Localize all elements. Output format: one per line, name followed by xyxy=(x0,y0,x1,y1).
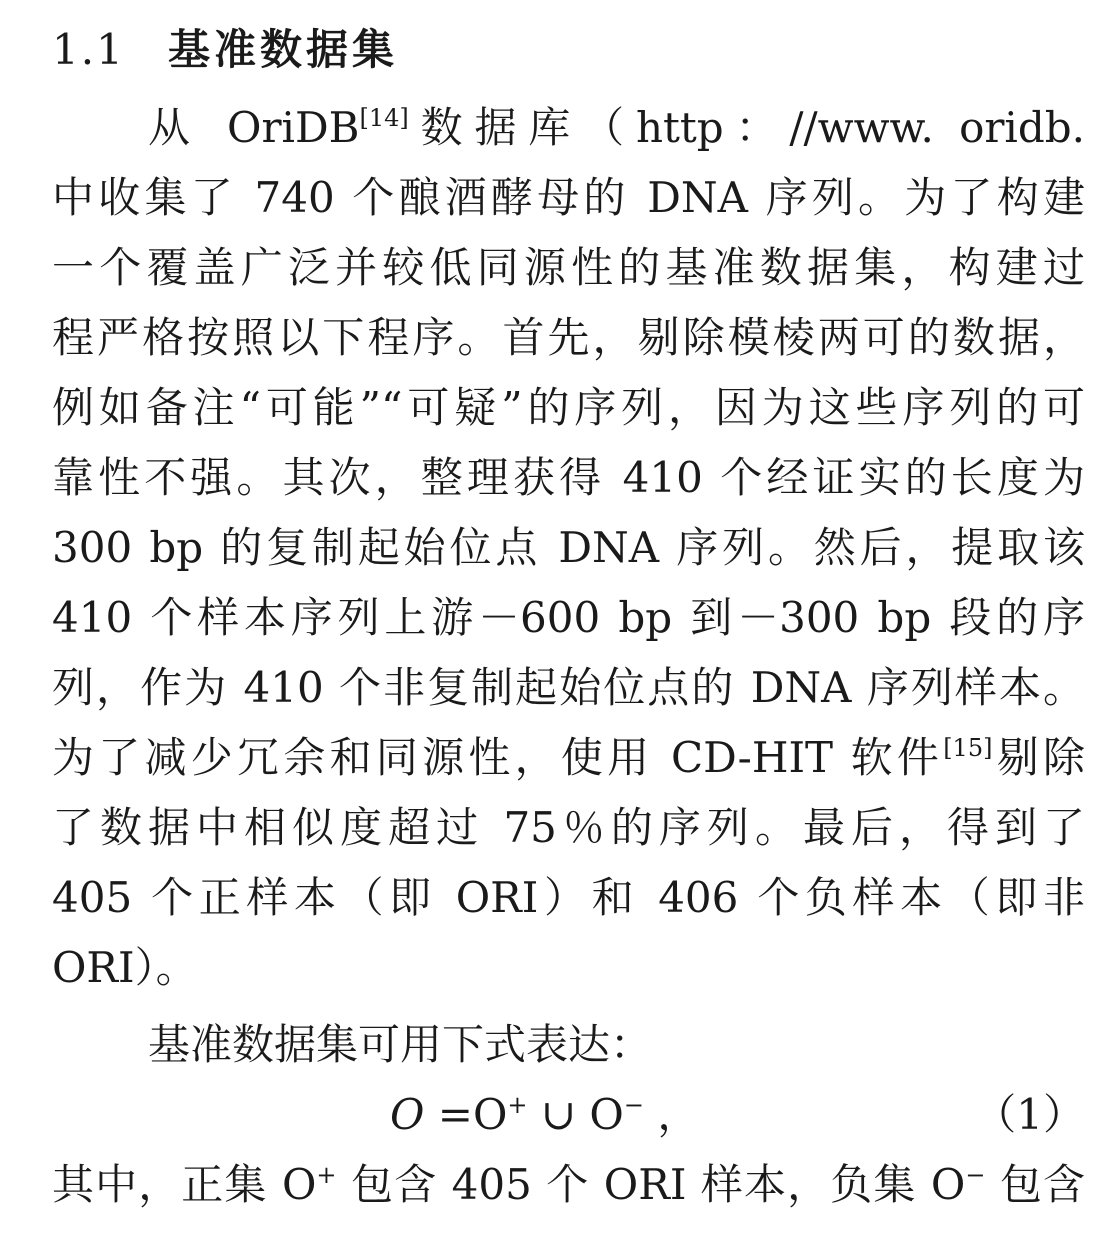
citation-ref: [15] xyxy=(943,734,993,762)
superscript-minus: − xyxy=(965,1161,986,1189)
paragraph-line: ORI）。 xyxy=(52,943,198,992)
text-segment: 从 OriDB xyxy=(148,103,360,152)
paragraph-line: 中收集了 740 个酿酒酵母的 DNA 序列。为了构建 xyxy=(52,173,1085,222)
paragraph-line: 列，作为 410 个非复制起始位点的 DNA 序列样本。 xyxy=(52,663,1085,712)
text-segment: 为了减少冗余和同源性，使用 CD-HIT 软件 xyxy=(52,733,944,782)
paragraph-line: 405 个正样本（即 ORI）和 406 个负样本（即非 xyxy=(52,873,1085,922)
equation-segment: =O xyxy=(424,1090,508,1139)
text-segment: 包含 405 个 ORI 样本，负集 O xyxy=(336,1160,966,1209)
paragraph-line: 例如备注“可能”“可疑”的序列，因为这些序列的可 xyxy=(52,383,1085,432)
paragraph-line: 靠性不强。其次，整理获得 410 个经证实的长度为 xyxy=(52,453,1085,502)
equation xyxy=(390,1080,699,1150)
paragraph-line: 300 bp 的复制起始位点 DNA 序列。然后，提取该 xyxy=(52,523,1085,572)
section-title: 基准数据集 xyxy=(168,25,399,74)
text-segment: 数据库（http：//www. oridb. xyxy=(408,103,1085,152)
paragraph-line: 一个覆盖广泛并较低同源性的基准数据集，构建过 xyxy=(52,243,1085,292)
superscript-plus: + xyxy=(316,1161,337,1189)
text-segment: 包含 xyxy=(985,1160,1085,1209)
text-segment: 其中，正集 O xyxy=(52,1160,317,1209)
equation-segment: ， xyxy=(643,1090,700,1139)
text-segment: 剔除 xyxy=(992,733,1085,782)
equation-lhs: O xyxy=(390,1090,425,1139)
equation-line xyxy=(52,1080,1085,1150)
paragraph-line xyxy=(148,93,1085,163)
paragraph-line: 程严格按照以下程序。首先，剔除模棱两可的数据， xyxy=(52,313,1085,362)
equation-segment: ∪ O xyxy=(527,1090,624,1139)
superscript-plus: + xyxy=(507,1091,528,1119)
paragraph-line: 了数据中相似度超过 75％的序列。最后，得到了 xyxy=(52,803,1085,852)
superscript-minus: − xyxy=(623,1091,644,1119)
section-heading xyxy=(52,15,398,85)
equation-number: （1） xyxy=(974,1090,1085,1139)
formula-intro: 基准数据集可用下式表达： xyxy=(148,1020,653,1069)
section-number: 1.1 xyxy=(52,25,125,74)
citation-ref: [14] xyxy=(359,104,409,132)
paragraph-line xyxy=(52,1150,1085,1220)
paragraph-line: 410 个样本序列上游－600 bp 到－300 bp 段的序 xyxy=(52,593,1085,642)
paragraph-line xyxy=(52,723,1085,793)
